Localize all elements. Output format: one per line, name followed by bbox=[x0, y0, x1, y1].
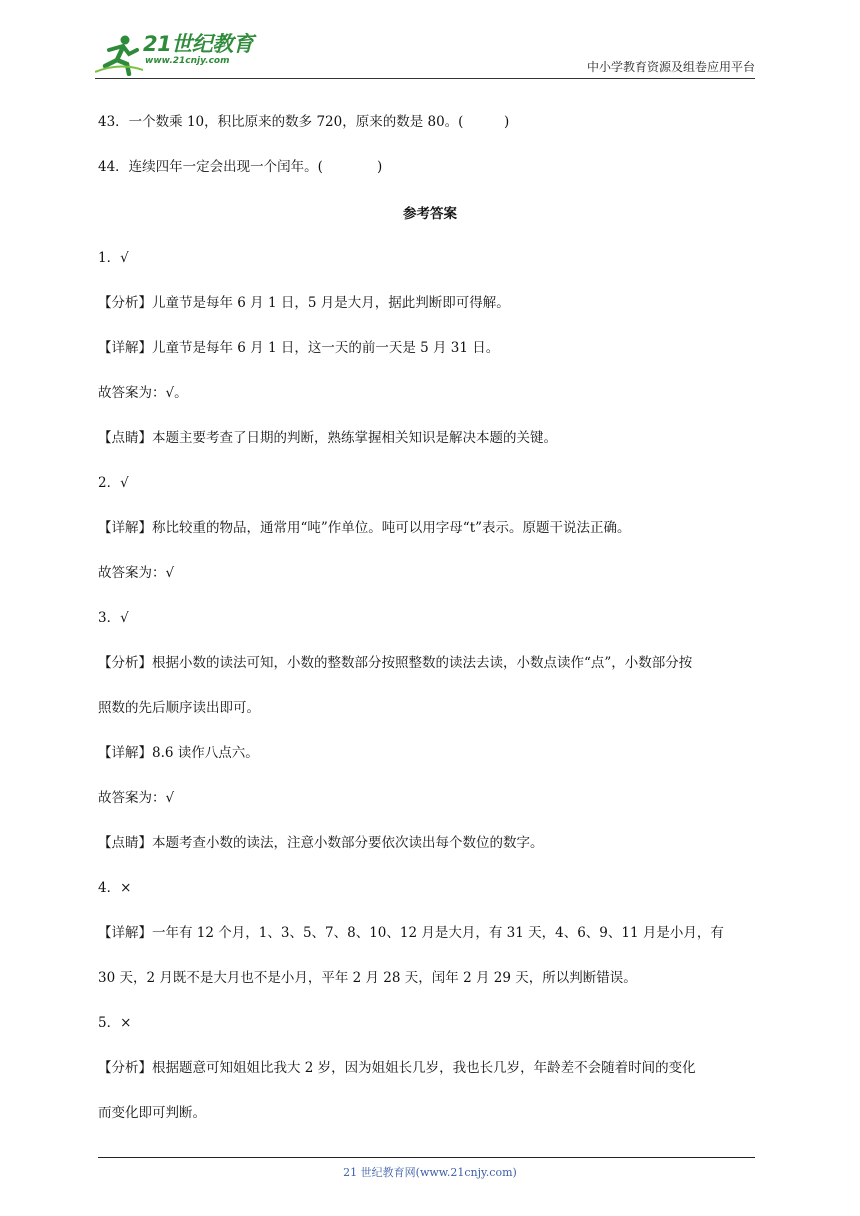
answer-analysis: 【分析】根据题意可知姐姐比我大 2 岁，因为姐姐长几岁，我也长几岁，年龄差不会随着时间的变化 bbox=[98, 1060, 696, 1076]
answer-conclusion: 故答案为：√ bbox=[98, 790, 175, 806]
answer-number: 4．× bbox=[98, 880, 132, 896]
answer-analysis: 【分析】根据小数的读法可知，小数的整数部分按照整数的读法去读，小数点读作“点”，小数部分按 bbox=[98, 655, 693, 671]
question-43: 43．一个数乘 10，积比原来的数多 720，原来的数是 80。( ) bbox=[98, 114, 510, 130]
answer-number: 5．× bbox=[98, 1015, 132, 1031]
logo-url: www.21cnjy.com bbox=[145, 56, 230, 66]
logo-title: 21世纪教育 bbox=[143, 32, 254, 56]
answer-number: 3．√ bbox=[98, 610, 129, 626]
answer-detail-cont: 30 天，2 月既不是大月也不是小月，平年 2 月 28 天，闰年 2 月 29 天，所以判断错误。 bbox=[98, 970, 637, 986]
answer-analysis-cont: 而变化即可判断。 bbox=[98, 1105, 206, 1121]
page-header bbox=[95, 30, 755, 79]
platform-name: 中小学教育资源及组卷应用平台 bbox=[586, 60, 755, 74]
answer-comment: 【点睛】本题主要考查了日期的判断，熟练掌握相关知识是解决本题的关键。 bbox=[98, 430, 557, 446]
runner-logo-icon bbox=[95, 32, 143, 76]
answer-section-title: 参考答案 bbox=[403, 206, 457, 222]
answer-detail: 【详解】儿童节是每年 6 月 1 日，这一天的前一天是 5 月 31 日。 bbox=[98, 340, 500, 356]
answer-analysis-cont: 照数的先后顺序读出即可。 bbox=[98, 700, 260, 716]
answer-detail: 【详解】8.6 读作八点六。 bbox=[98, 745, 259, 761]
answer-comment: 【点睛】本题考查小数的读法，注意小数部分要依次读出每个数位的数字。 bbox=[98, 835, 544, 851]
answer-number: 2．√ bbox=[98, 475, 129, 491]
answer-detail: 【详解】一年有 12 个月，1、3、5、7、8、10、12 月是大月，有 31 天，4、6、9、11 月是小月，有 bbox=[98, 925, 724, 941]
answer-number: 1．√ bbox=[98, 250, 129, 266]
answer-conclusion: 故答案为：√。 bbox=[98, 385, 188, 401]
answer-conclusion: 故答案为：√ bbox=[98, 565, 175, 581]
logo bbox=[95, 32, 265, 76]
footer-divider bbox=[98, 1157, 755, 1158]
footer-text: 21 世纪教育网(www.21cnjy.com) bbox=[343, 1166, 517, 1179]
answer-analysis: 【分析】儿童节是每年 6 月 1 日，5 月是大月，据此判断即可得解。 bbox=[98, 295, 510, 311]
question-44: 44．连续四年一定会出现一个闰年。( ) bbox=[98, 159, 383, 175]
answer-detail: 【详解】称比较重的物品，通常用“吨”作单位。吨可以用字母“t”表示。原题干说法正确。 bbox=[98, 520, 631, 536]
